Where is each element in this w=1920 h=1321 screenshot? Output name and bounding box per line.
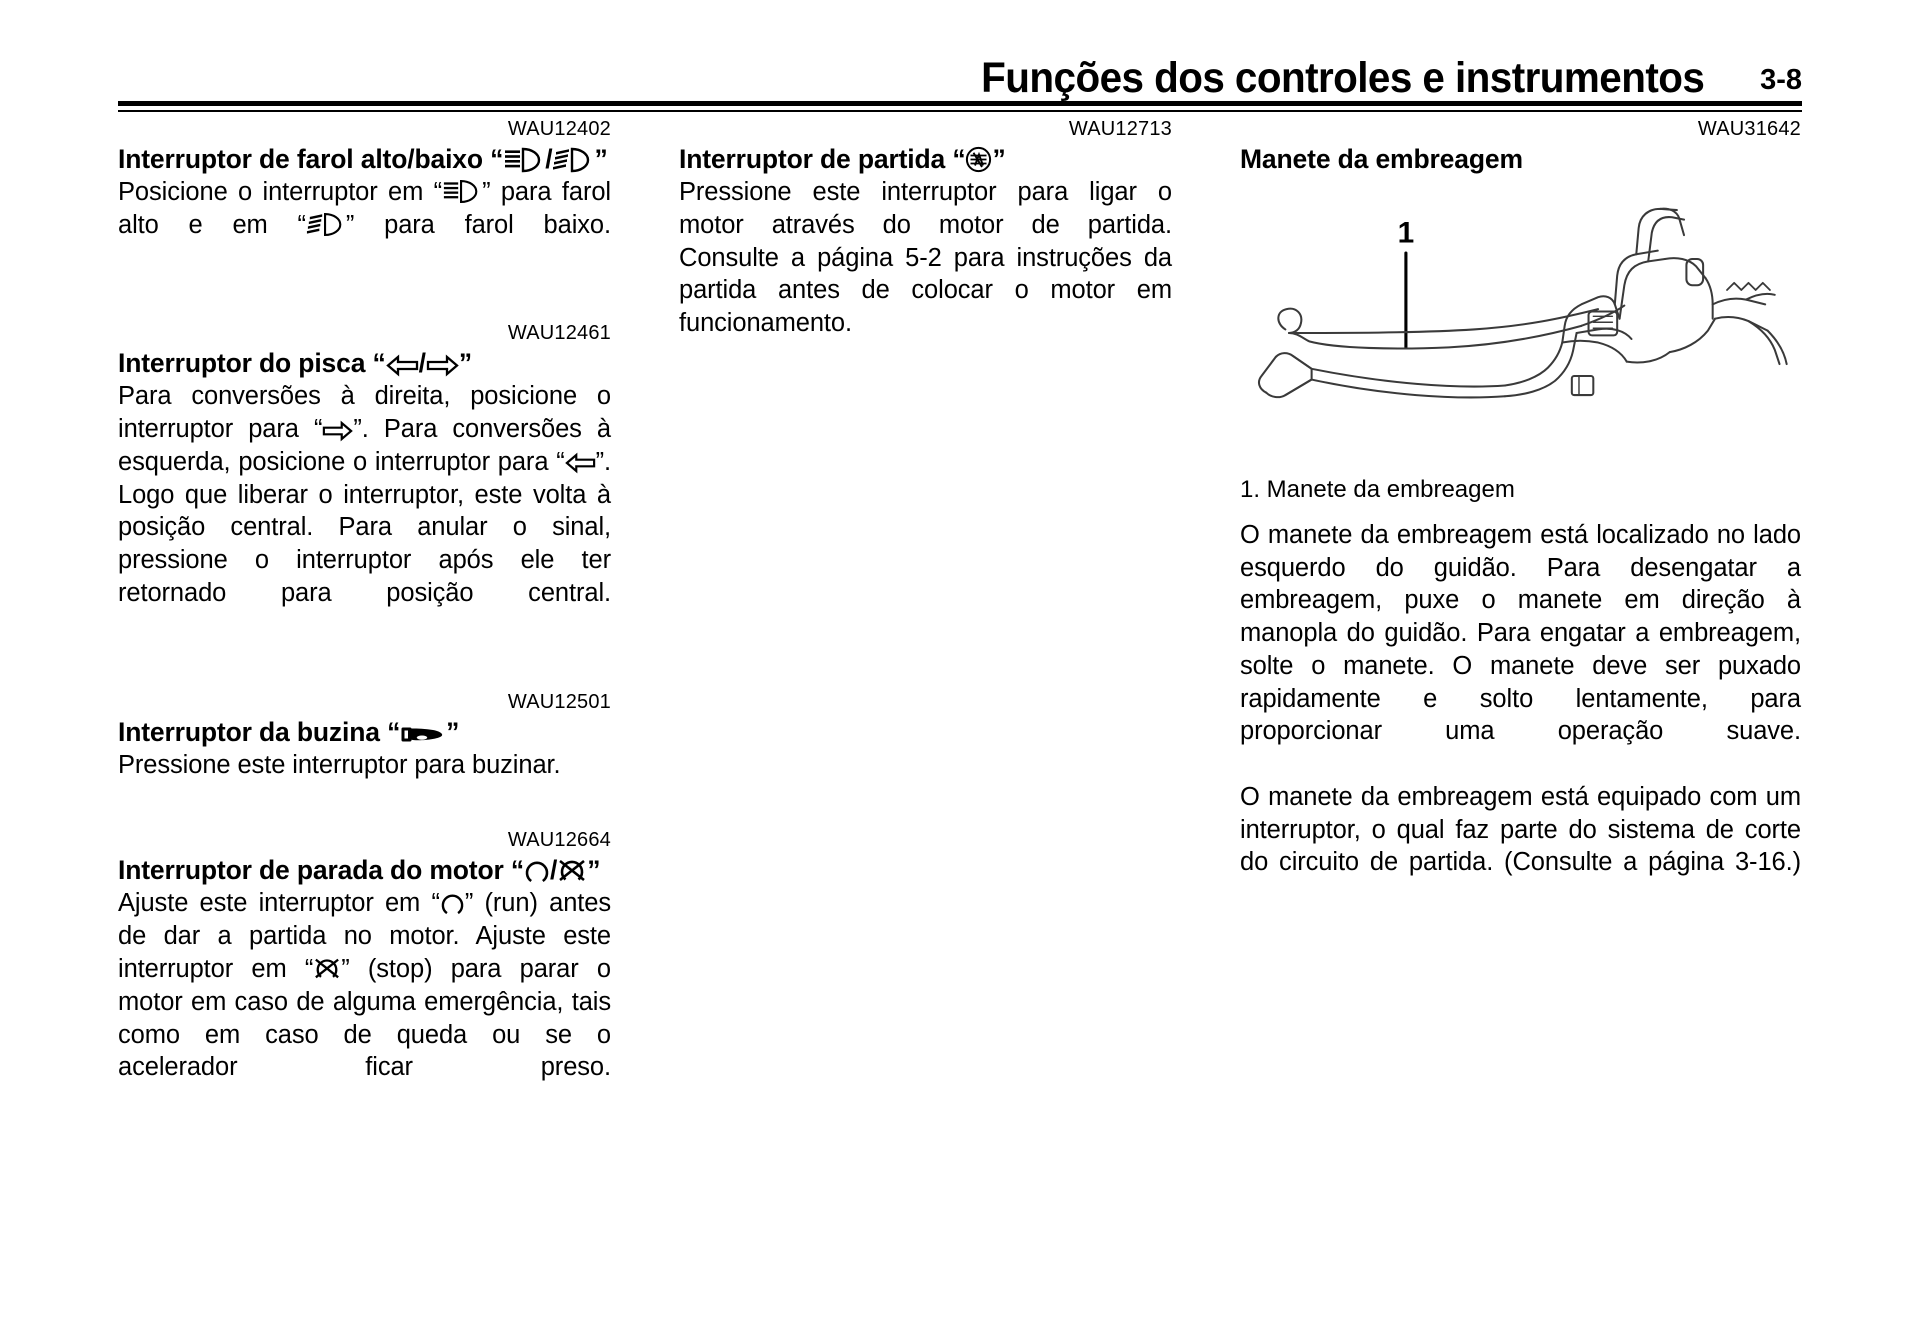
section-horn-switch [118,691,611,782]
heading-text: Interruptor do pisca “ [118,348,386,379]
low-beam-icon [552,147,594,173]
section-heading-starter [679,143,1172,175]
body-text-a: Ajuste este interruptor em “ [118,889,440,918]
clutch-lever-illustration [1240,185,1801,460]
content-columns [118,118,1802,1268]
turn-signal-right-icon [322,420,353,442]
section-spacer [118,274,611,322]
middle-column [679,118,1240,1268]
section-headlight-switch [118,118,611,274]
section-body-starter: Pressione este interruptor para ligar o motor através do motor de partida. Consulte a página 5-2 para instruções da partida antes de colocar o motor em funcionamento. [679,178,1172,338]
heading-text: Interruptor de parada do motor “ [118,855,524,886]
section-turn-signal-switch [118,322,611,642]
section-ref-code: WAU12461 [507,322,611,345]
right-column [1240,118,1801,1268]
section-body-engine-stop [118,887,611,1116]
high-beam-icon [503,147,545,173]
heading-separator: / [549,855,558,886]
section-clutch-lever [1240,118,1801,912]
engine-stop-icon [313,955,341,981]
body-text-a: Posicione o interruptor em “ [118,178,443,207]
section-heading-engine-stop [118,854,611,886]
high-beam-icon [442,179,482,204]
page-header [118,38,1802,100]
figure-callout-number: 1 [1397,216,1415,250]
section-heading-horn [118,716,611,748]
body-text-b: ” (run) antes de dar a partida no motor. Ajuste este interruptor em “ [118,889,611,983]
heading-text: Interruptor de partida “ [679,144,966,174]
turn-signal-right-icon [426,354,459,377]
section-ref-code: WAU12713 [1068,118,1172,140]
heading-text: Interruptor da buzina “ [118,716,401,747]
section-heading-clutch-lever: Manete da embreagem [1240,144,1523,174]
section-spacer [118,643,611,691]
clutch-body-text [1240,519,1801,912]
section-starter-switch [679,118,1172,373]
section-ref-code: WAU31642 [1697,118,1801,140]
heading-text-end: ” [594,144,608,174]
engine-run-icon [524,858,550,884]
section-body-horn: Pressione este interruptor para buzinar. [118,750,561,779]
section-heading-headlight [118,143,611,175]
turn-signal-left-icon [565,452,596,474]
starter-switch-icon [965,146,992,173]
body-text-c: ”. Logo que liberar o interruptor, este volta à posição central. Para anular o sinal, pressione o interruptor após ele ter retornado para posição central. [118,447,611,608]
heading-text-end: ” [992,144,1006,174]
heading-text-end: ” [587,855,601,886]
section-body-turn-signal [118,380,611,642]
page-number: 3-8 [1760,64,1802,96]
header-divider [118,101,1802,106]
left-column [118,118,679,1268]
turn-signal-left-icon [386,354,419,377]
heading-separator: / [545,144,553,174]
low-beam-icon [306,212,346,237]
body-text-b: ” para farol alto e em “ [118,178,611,239]
heading-text: Interruptor de farol alto/baixo “ [118,144,504,174]
section-body-headlight [118,176,611,274]
engine-run-icon [440,891,465,916]
section-body-clutch-1: O manete da embreagem está localizado no lado esquerdo do guidão. Para desengatar a embreagem, puxe o manete em direção à manopla do guidão. Para engatar a embreagem, solte o manete. O manete deve ser puxado rapidamente e solto lentamente, para proporcionar uma operação suave. [1240,520,1801,746]
section-body-clutch-2: O manete da embreagem está equipado com um interruptor, o qual faz parte do sistema de corte do circuito de partida. (Consulte a página 3-16.) [1240,782,1801,877]
engine-stop-icon [557,856,587,884]
heading-text-end: ” [458,348,472,379]
horn-icon [400,723,446,745]
body-text-c: ” (stop) para parar o motor em caso de alguma emergência, tais como em caso de queda ou se o acelerador ficar preso. [118,954,611,1082]
figure-caption: 1. Manete da embreagem [1240,475,1515,503]
heading-separator: / [418,348,426,379]
body-text-c: ” para farol baixo. [345,210,611,239]
heading-text-end: ” [446,716,460,747]
section-ref-code: WAU12664 [507,829,611,852]
body-text-a: Para conversões à direita, posicione o interruptor para “ [118,382,611,444]
section-ref-code: WAU12402 [507,118,611,140]
section-heading-turn-signal [118,347,611,379]
page-title: Funções dos controles e instrumentos [980,54,1705,102]
section-engine-stop-switch [118,829,611,1116]
caption-spacer [1240,505,1801,519]
body-text-b: ”. Para conversões à esquerda, posicione o interruptor para “ [118,415,611,476]
section-spacer [118,781,611,829]
section-ref-code: WAU12501 [507,690,611,713]
